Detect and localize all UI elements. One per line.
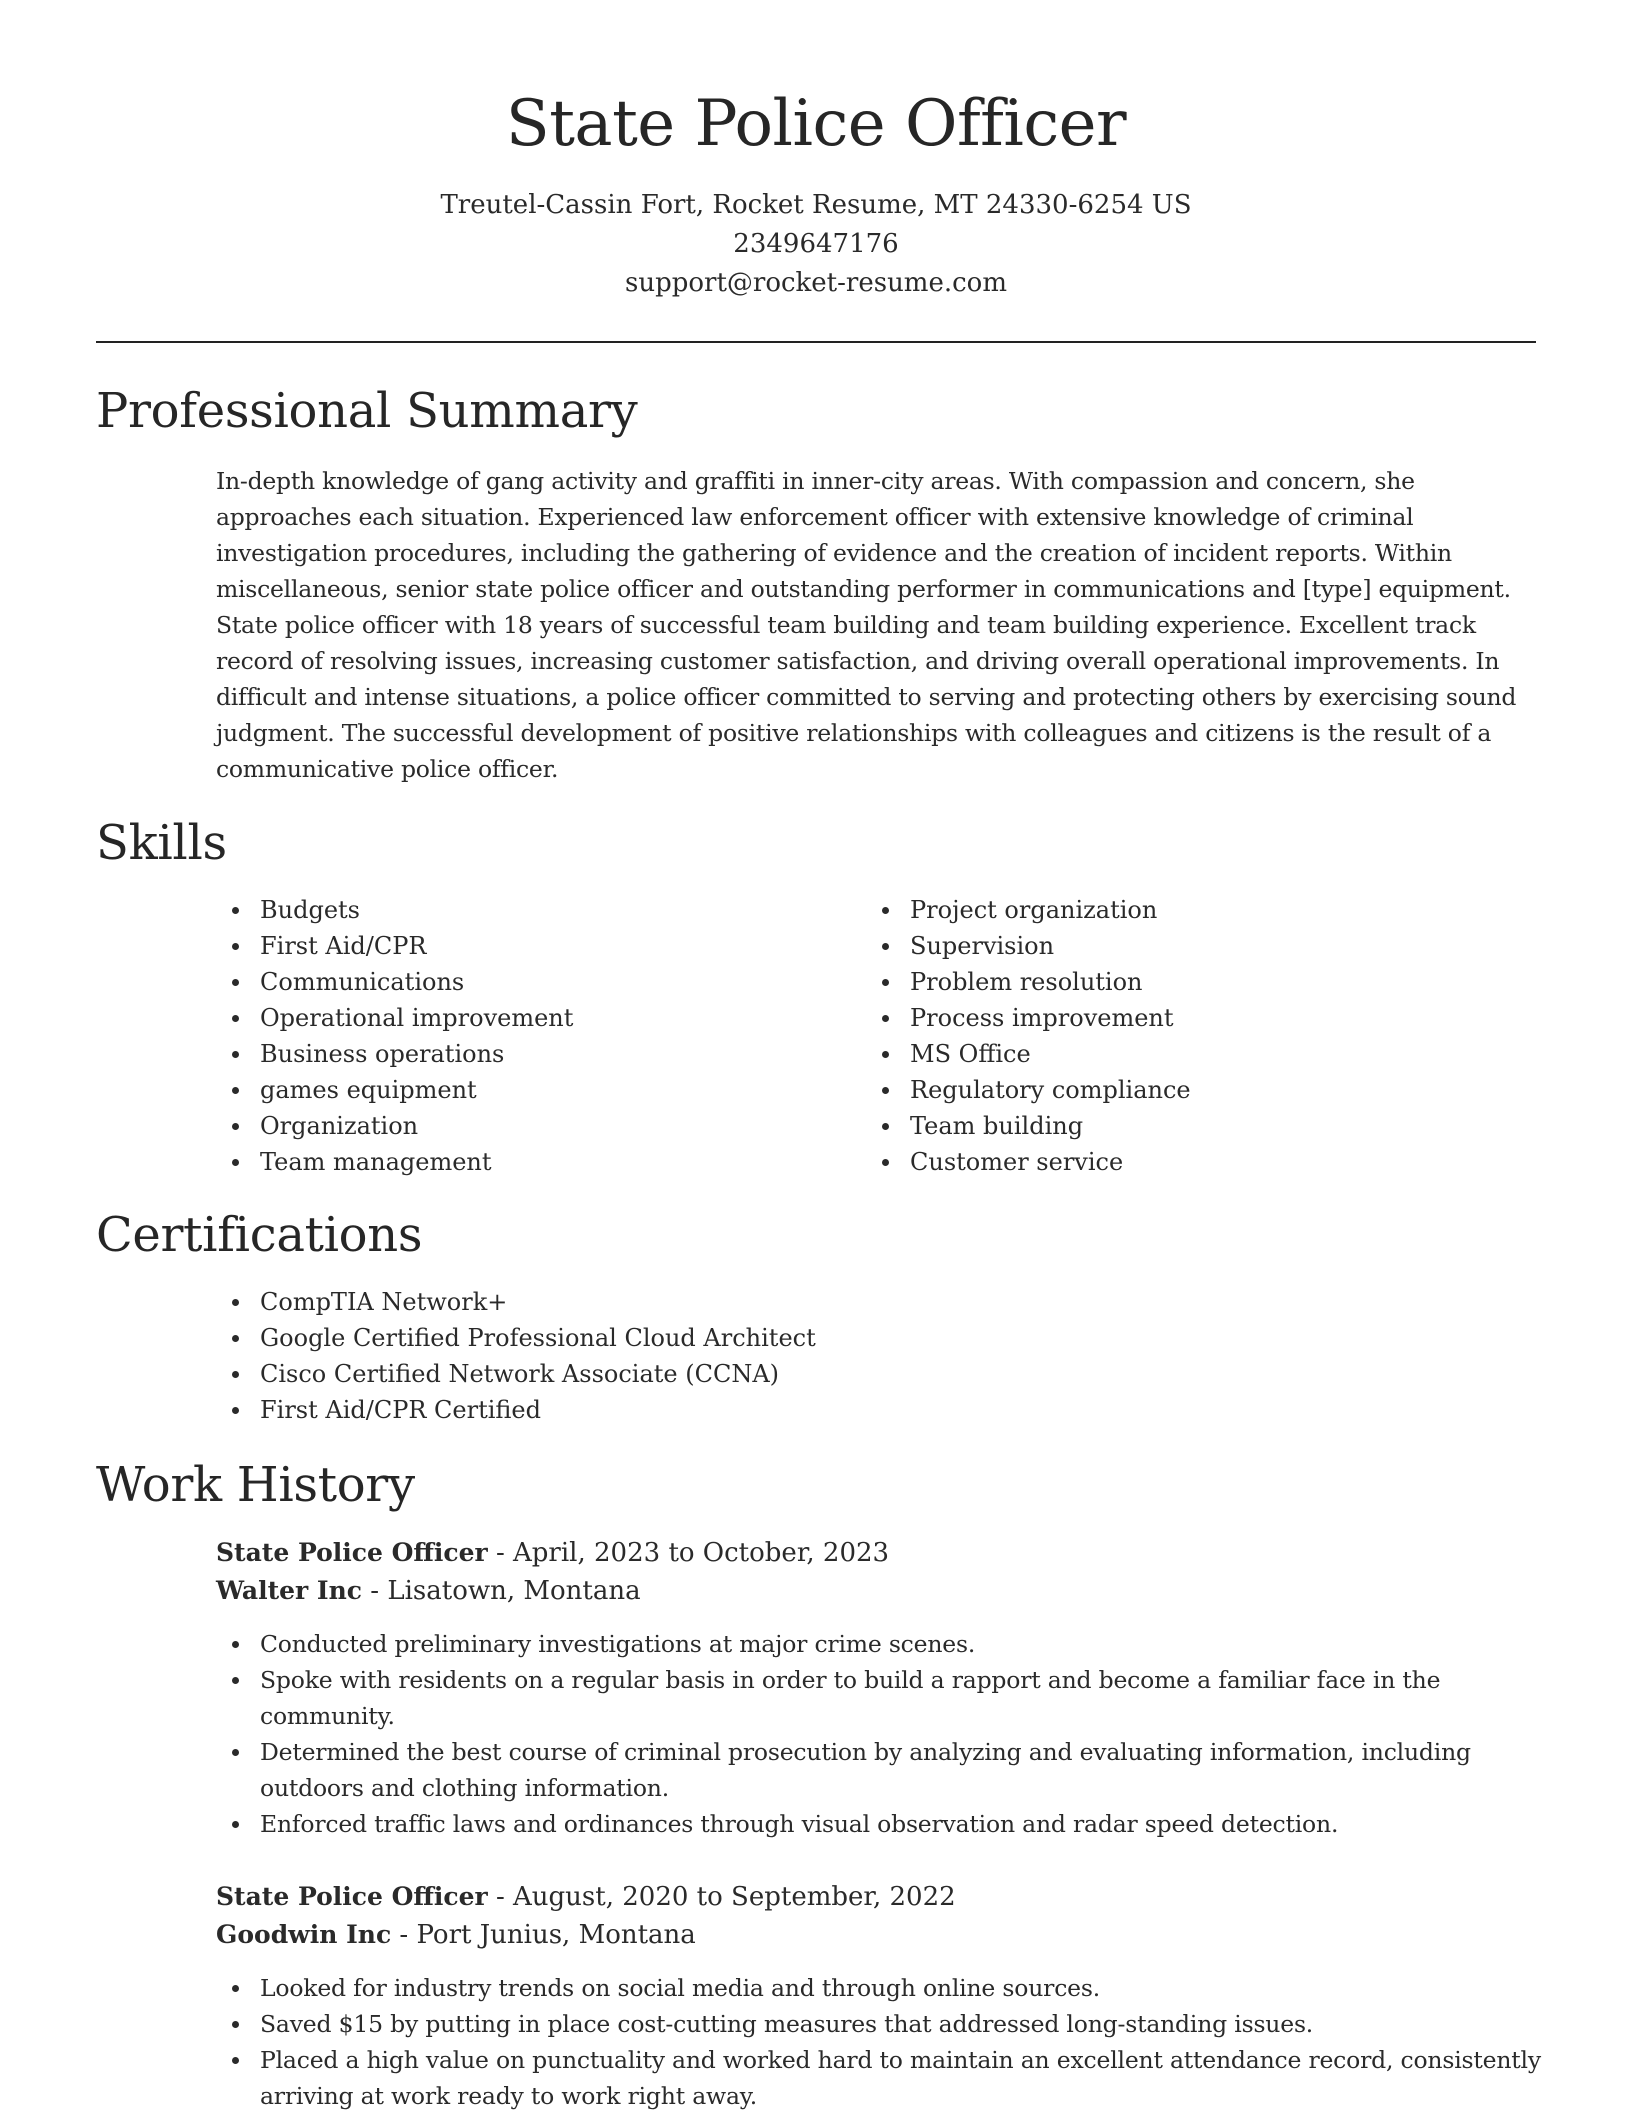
summary-text: In-depth knowledge of gang activity and graffiti in inner-city areas. With compassion and concern, she approaches each situation. Experienced law enforcement officer with extensive knowledge of criminal investigation procedures, including the gathering of evidence and the creation of incident reports. Within miscellaneous, senior state police officer and outstanding performer in communications and [type] equipment. State police officer with 18 years of successful team building and team building experience. Excellent track record of resolving issues, increasing customer satisfaction, and driving overall operational improvements. In difficult and intense situations, a police officer committed to serving and protecting others by exercising sound judgment. The successful development of positive relationships with colleagues and citizens is the result of a communicative police officer.: [216, 467, 1517, 783]
candidate-name: State Police Officer: [505, 87, 1127, 161]
job-title-line: [216, 1534, 1541, 1572]
skill-item: Budgets: [216, 892, 856, 928]
skills-heading: Skills: [96, 815, 227, 871]
skill-item: Process improvement: [866, 1000, 1506, 1036]
job-bullets: [216, 1970, 1541, 2112]
job-location: - Port Junius, Montana: [391, 1920, 696, 1950]
skills-column-right: [866, 892, 1506, 1180]
job-entry: [216, 1878, 1541, 2112]
job-company-line: [216, 1916, 1541, 1954]
work-history-heading: Work History: [96, 1457, 415, 1513]
skill-item: Supervision: [866, 928, 1506, 964]
contact-address: Treutel-Cassin Fort, Rocket Resume, MT 24330-6254 US: [440, 190, 1192, 220]
skill-item: Organization: [216, 1108, 856, 1144]
job-bullet: Placed a high value on punctuality and worked hard to maintain an excellent attendance record, consistently arriving at work ready to work right away.: [216, 2042, 1541, 2112]
job-location: - Lisatown, Montana: [362, 1576, 641, 1606]
job-bullet: Spoke with residents on a regular basis in order to build a rapport and become a familiar face in the community.: [216, 1662, 1541, 1734]
job-bullet: Looked for industry trends on social media and through online sources.: [216, 1970, 1541, 2006]
job-title-line: [216, 1878, 1541, 1916]
skill-item: Project organization: [866, 892, 1506, 928]
skill-item: Regulatory compliance: [866, 1072, 1506, 1108]
job-bullet: Conducted preliminary investigations at major crime scenes.: [216, 1626, 1541, 1662]
skill-item: games equipment: [216, 1072, 856, 1108]
skill-item: Customer service: [866, 1144, 1506, 1180]
skill-item: Communications: [216, 964, 856, 1000]
certification-item: CompTIA Network+: [216, 1284, 1216, 1320]
skill-item: Problem resolution: [866, 964, 1506, 1000]
job-bullet: Saved $15 by putting in place cost-cutting measures that addressed long-standing issues.: [216, 2006, 1541, 2042]
job-bullet: Determined the best course of criminal prosecution by analyzing and evaluating information, including outdoors and clothing information.: [216, 1734, 1541, 1806]
certification-item: Google Certified Professional Cloud Architect: [216, 1320, 1216, 1356]
job-bullet: Enforced traffic laws and ordinances through visual observation and radar speed detection.: [216, 1806, 1541, 1842]
job-company-line: [216, 1572, 1541, 1610]
job-dates: - August, 2020 to September, 2022: [487, 1882, 956, 1912]
certifications-heading: Certifications: [96, 1207, 423, 1263]
job-company: Goodwin Inc: [216, 1920, 392, 1949]
contact-email: support@rocket-resume.com: [624, 268, 1007, 298]
certification-item: Cisco Certified Network Associate (CCNA): [216, 1356, 1216, 1392]
job-company: Walter Inc: [216, 1576, 363, 1605]
job-dates: - April, 2023 to October, 2023: [487, 1538, 890, 1568]
skill-item: Team management: [216, 1144, 856, 1180]
skill-item: Operational improvement: [216, 1000, 856, 1036]
resume-header: [96, 80, 1536, 303]
header-divider: [96, 341, 1536, 343]
job-entry: [216, 1534, 1541, 1842]
skill-item: Business operations: [216, 1036, 856, 1072]
skill-item: First Aid/CPR: [216, 928, 856, 964]
summary-heading: Professional Summary: [96, 383, 638, 439]
skill-item: Team building: [866, 1108, 1506, 1144]
job-bullets: [216, 1626, 1541, 1842]
job-position: State Police Officer: [216, 1538, 488, 1567]
certifications-list: [216, 1284, 1216, 1428]
contact-block: [96, 186, 1536, 303]
skills-column-left: [216, 892, 856, 1180]
contact-phone: 2349647176: [733, 229, 899, 259]
skill-item: MS Office: [866, 1036, 1506, 1072]
job-position: State Police Officer: [216, 1882, 488, 1911]
certification-item: First Aid/CPR Certified: [216, 1392, 1216, 1428]
